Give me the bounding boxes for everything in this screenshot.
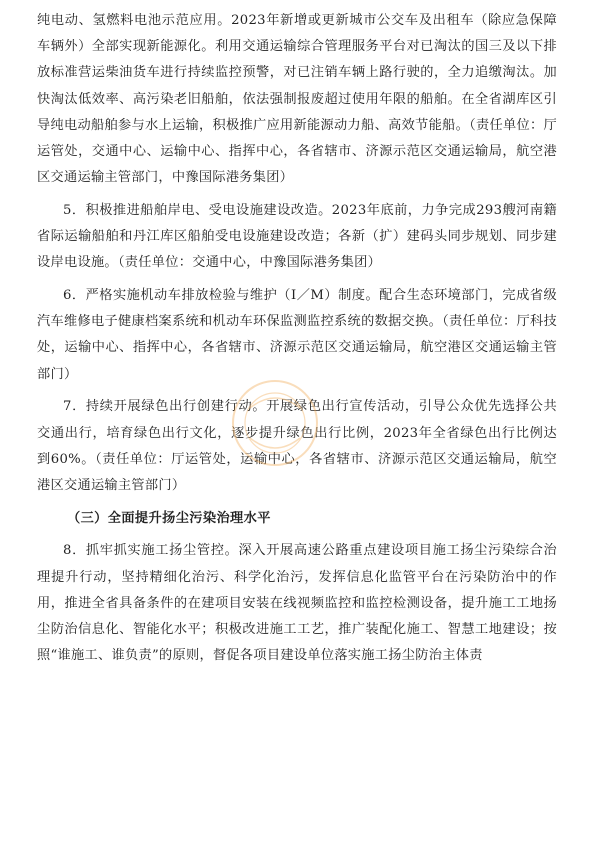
paragraph-item-7: 7．持续开展绿色出行创建行动。开展绿色出行宣传活动，引导公众优先选择公共交通出行，培育绿色出行文化，逐步提升绿色出行比例，2023年全省绿色出行比例达到60%。（责任单位：厅运管处，运输中心，各省辖市、济源示范区交通运输局，航空港区交通运输主管部门） [37, 399, 557, 493]
paragraph-continuation: 纯电动、氢燃料电池示范应用。2023年新增或更新城市公交车及出租车（除应急保障车辆外）全部实现新能源化。利用交通运输综合管理服务平台对已淘汰的国三及以下排放标准营运柴油货车进行持续监控预警，对已注销车辆上路行驶的，全力追缴淘汰。加快淘汰低效率、高污染老旧船舶，依法强制报废超过使用年限的船舶。在全省湖库区引导纯电动船舶参与水上运输，积极推广应用新能源动力船、高效节能船。（责任单位：厅运管处，交通中心、运输中心、指挥中心，各省辖市、济源示范区交通运输局，航空港区交通运输主管部门，中豫国际港务集团） [37, 13, 557, 186]
paragraph-item-5: 5．积极推进船舶岸电、受电设施建设改造。2023年底前，力争完成293艘河南籍省际运输船舶和丹江库区船舶受电设施建设改造；各新（扩）建码头同步规划、同步建设岸电设施。（责任单位：交通中心，中豫国际港务集团） [37, 202, 557, 271]
section-heading: （三）全面提升扬尘污染治理水平 [67, 510, 271, 526]
paragraph-item-6: 6．严格实施机动车排放检验与维护（I／M）制度。配合生态环境部门，完成省级汽车维修电子健康档案系统和机动车环保监测监控系统的数据交换。（责任单位：厅科技处，运输中心、指挥中心，各省辖市、济源示范区交通运输局，航空港区交通运输主管部门） [37, 288, 557, 382]
document-page [37, 8, 557, 676]
paragraph-item-8: 8．抓牢抓实施工扬尘管控。深入开展高速公路重点建设项目施工扬尘污染综合治理提升行动，坚持精细化治污、科学化治污，发挥信息化监管平台在污染防治中的作用，推进全省具备条件的在建项目安装在线视频监控和监控检测设备，提升施工工地扬尘防治信息化、智能化水平；积极改进施工工艺，推广装配化施工、智慧工地建设；按照“谁施工、谁负责”的原则，督促各项目建设单位落实施工扬尘防治主体责 [37, 543, 557, 664]
